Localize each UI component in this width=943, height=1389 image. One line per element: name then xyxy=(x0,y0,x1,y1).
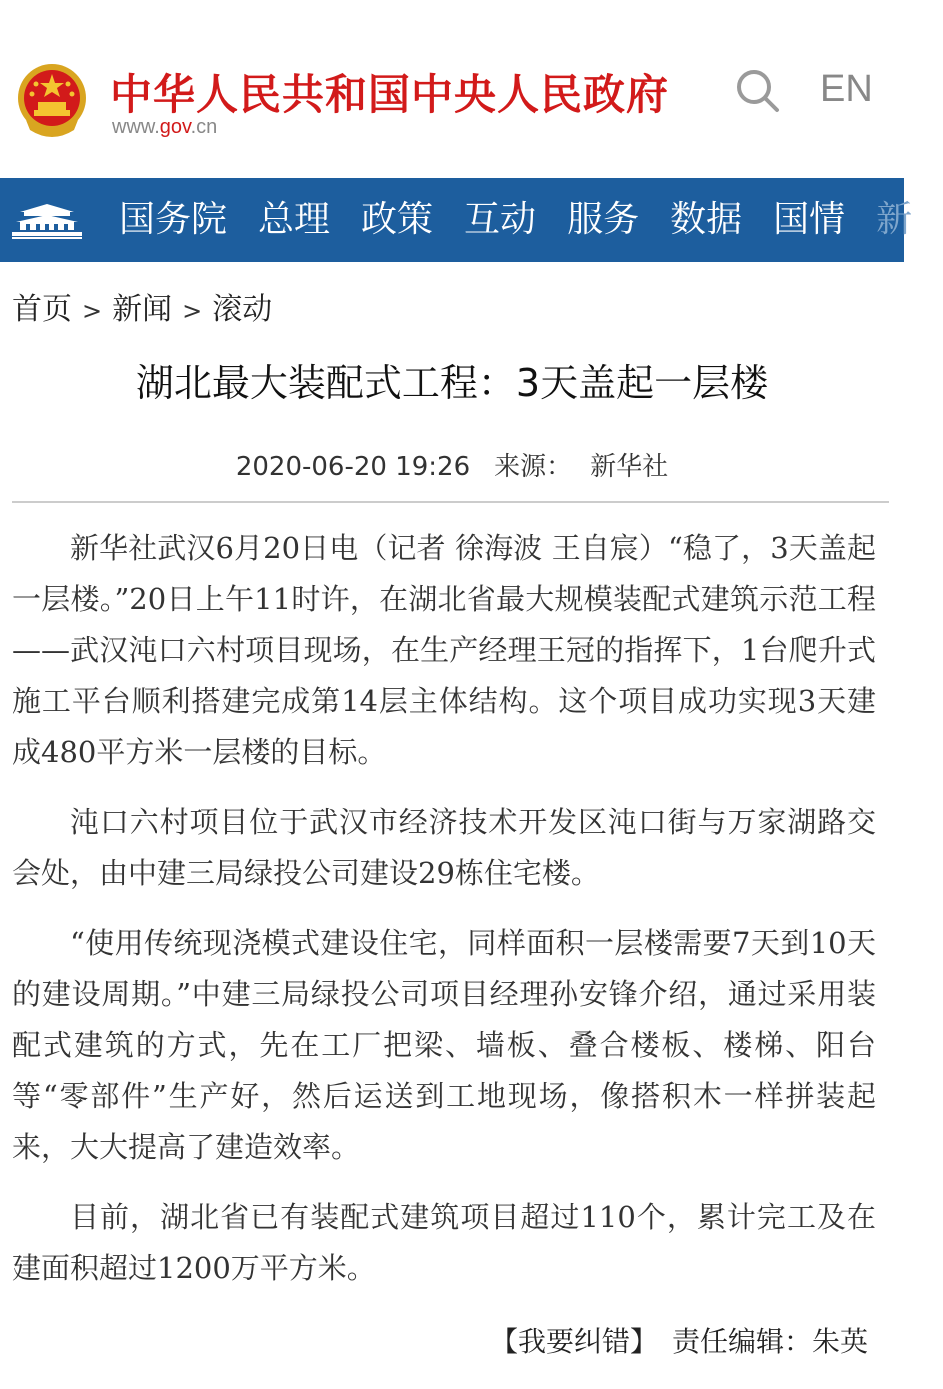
article-footer xyxy=(490,1320,868,1360)
nav-item-news[interactable]: 新 xyxy=(876,199,913,240)
language-toggle[interactable]: EN xyxy=(820,68,873,110)
breadcrumb-separator: > xyxy=(82,297,103,325)
breadcrumb-news[interactable]: 新闻 xyxy=(112,292,173,327)
article-paragraph: “使用传统现浇模式建设住宅，同样面积一层楼需要7天到10天的建设周期。”中建三局绿投公司项目经理孙安锋介绍，通过采用装配式建筑的方式，先在工厂把梁、墙板、叠合楼板、楼梯、阳台等“零部件”生产好，然后运送到工地现场，像搭积木一样拼装起来，大大提高了建造效率。 xyxy=(12,926,876,1164)
article-title: 湖北最大装配式工程：3天盖起一层楼 xyxy=(135,361,769,405)
breadcrumb-separator: > xyxy=(182,297,203,325)
site-title[interactable]: 中华人民共和国中央人民政府 xyxy=(110,70,670,119)
site-header xyxy=(0,0,904,178)
divider xyxy=(12,501,889,503)
nav-item-data[interactable]: 数据 xyxy=(670,199,743,240)
site-url[interactable] xyxy=(112,116,217,139)
search-icon[interactable] xyxy=(735,68,781,114)
report-error-link[interactable]: 【我要纠错】 xyxy=(489,1325,658,1358)
nav-item-interaction[interactable]: 互动 xyxy=(464,199,537,240)
site-url-gov: gov xyxy=(159,116,191,138)
article-source: 新华社 xyxy=(590,452,669,482)
breadcrumb-scroll[interactable]: 滚动 xyxy=(212,292,273,327)
editor-name: 朱英 xyxy=(811,1325,868,1358)
nav-item-state-council[interactable]: 国务院 xyxy=(119,199,228,240)
article-meta xyxy=(0,446,904,483)
editor-label: 责任编辑： xyxy=(671,1325,812,1358)
nav-item-national-info[interactable]: 国情 xyxy=(773,199,846,240)
article-paragraph: 目前，湖北省已有装配式建筑项目超过110个，累计完工及在建面积超过1200万平方米。 xyxy=(12,1200,876,1285)
article-datetime: 2020-06-20 19:26 xyxy=(235,452,471,482)
breadcrumb xyxy=(12,284,272,328)
article-body xyxy=(12,523,876,1294)
main-nav xyxy=(0,178,913,262)
nav-item-services[interactable]: 服务 xyxy=(567,199,640,240)
nav-item-policy[interactable]: 政策 xyxy=(361,199,434,240)
nav-item-premier[interactable]: 总理 xyxy=(258,199,331,240)
tiananmen-icon[interactable] xyxy=(12,202,82,240)
source-label: 来源： xyxy=(494,452,573,482)
national-emblem-icon[interactable] xyxy=(14,60,90,140)
site-url-suffix: .cn xyxy=(190,116,218,138)
breadcrumb-home[interactable]: 首页 xyxy=(12,292,72,327)
site-url-prefix: www. xyxy=(112,116,160,138)
nav-items xyxy=(119,178,943,262)
article-paragraph: 新华社武汉6月20日电（记者 徐海波 王自宸）“稳了，3天盖起一层楼。”20日上午11时许，在湖北省最大规模装配式建筑示范工程——武汉沌口六村项目现场，在生产经理王冠的指挥下，1台爬升式施工平台顺利搭建完成第14层主体结构。这个项目成功实现3天建成480平方米一层楼的目标。 xyxy=(12,531,876,769)
article-paragraph: 沌口六村项目位于武汉市经济技术开发区沌口街与万家湖路交会处，由中建三局绿投公司建设29栋住宅楼。 xyxy=(12,805,876,890)
